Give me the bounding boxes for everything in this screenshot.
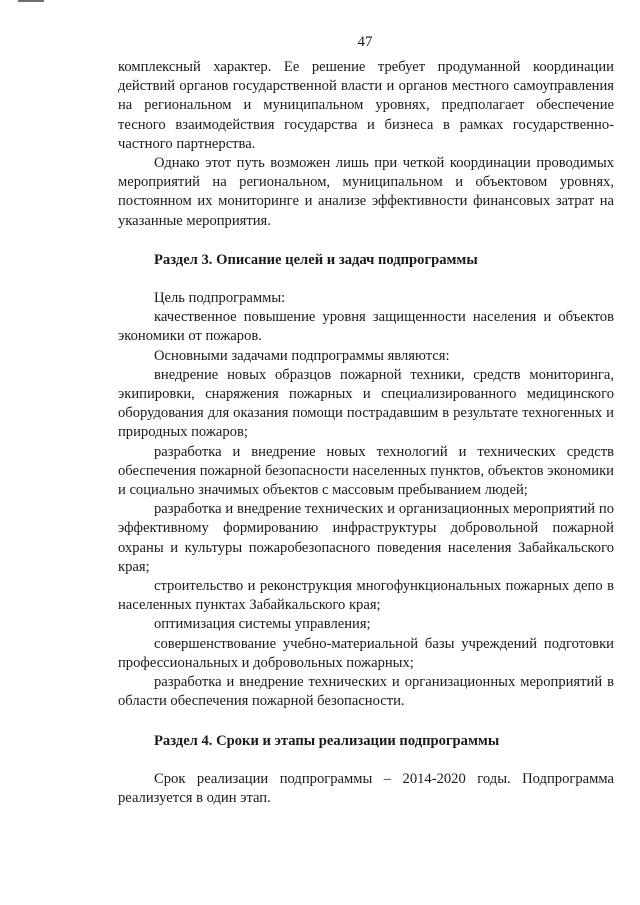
document-body	[118, 58, 614, 808]
task-item: разработка и внедрение новых технологий и технических средств обеспечения пожарной безопасности населенных пунктов, объектов экономики и социально значимых объектов с массовым пребыванием людей;	[118, 443, 614, 499]
task-item: разработка и внедрение технических и организационных мероприятий по эффективному формированию инфраструктуры добровольной пожарной охраны и культуры пожаробезопасного поведения населения Забайкальского края;	[118, 501, 614, 575]
goal-label: Цель подпрограммы:	[154, 290, 286, 307]
paragraph-continuation: комплексный характер. Ее решение требует продуманной координации действий органов государственной власти и органов местного самоуправления на региональном и муниципальном уровнях, предполагает обеспечение тесного взаимодействия государства и бизнеса в рамках государственно-частного партнерства.	[118, 59, 614, 152]
section-3-heading: Раздел 3. Описание целей и задач подпрограммы	[154, 251, 478, 268]
task-item: оптимизация системы управления;	[154, 616, 371, 633]
goal-text: качественное повышение уровня защищенности населения и объектов экономики от пожаров.	[118, 309, 614, 345]
task-item: разработка и внедрение технических и организационных мероприятий в области обеспечения пожарной безопасности.	[118, 674, 614, 710]
section-4-heading: Раздел 4. Сроки и этапы реализации подпрограммы	[154, 732, 500, 749]
section-4-text: Срок реализации подпрограммы – 2014-2020 годы. Подпрограмма реализуется в один этап.	[118, 770, 614, 806]
page-number: 47	[357, 34, 373, 50]
tasks-label: Основными задачами подпрограммы являются:	[154, 347, 450, 364]
task-item: строительство и реконструкция многофункциональных пожарных депо в населенных пунктах Забайкальского края;	[118, 578, 614, 614]
task-item: внедрение новых образцов пожарной техники, средств мониторинга, экипировки, снаряжения пожарных и специализированного медицинского оборудования для оказания помощи пострадавшим в результате техногенных и природных пожаров;	[118, 366, 614, 441]
paragraph-coordination: Однако этот путь возможен лишь при четкой координации проводимых мероприятий на региональном, муниципальном и объектовом уровнях, постоянном их мониторинге и анализе эффективности финансовых затрат на указанные мероприятия.	[118, 155, 614, 229]
scan-corner-mark	[18, 0, 44, 2]
task-item: совершенствование учебно-материальной базы учреждений подготовки профессиональных и добровольных пожарных;	[118, 635, 614, 671]
